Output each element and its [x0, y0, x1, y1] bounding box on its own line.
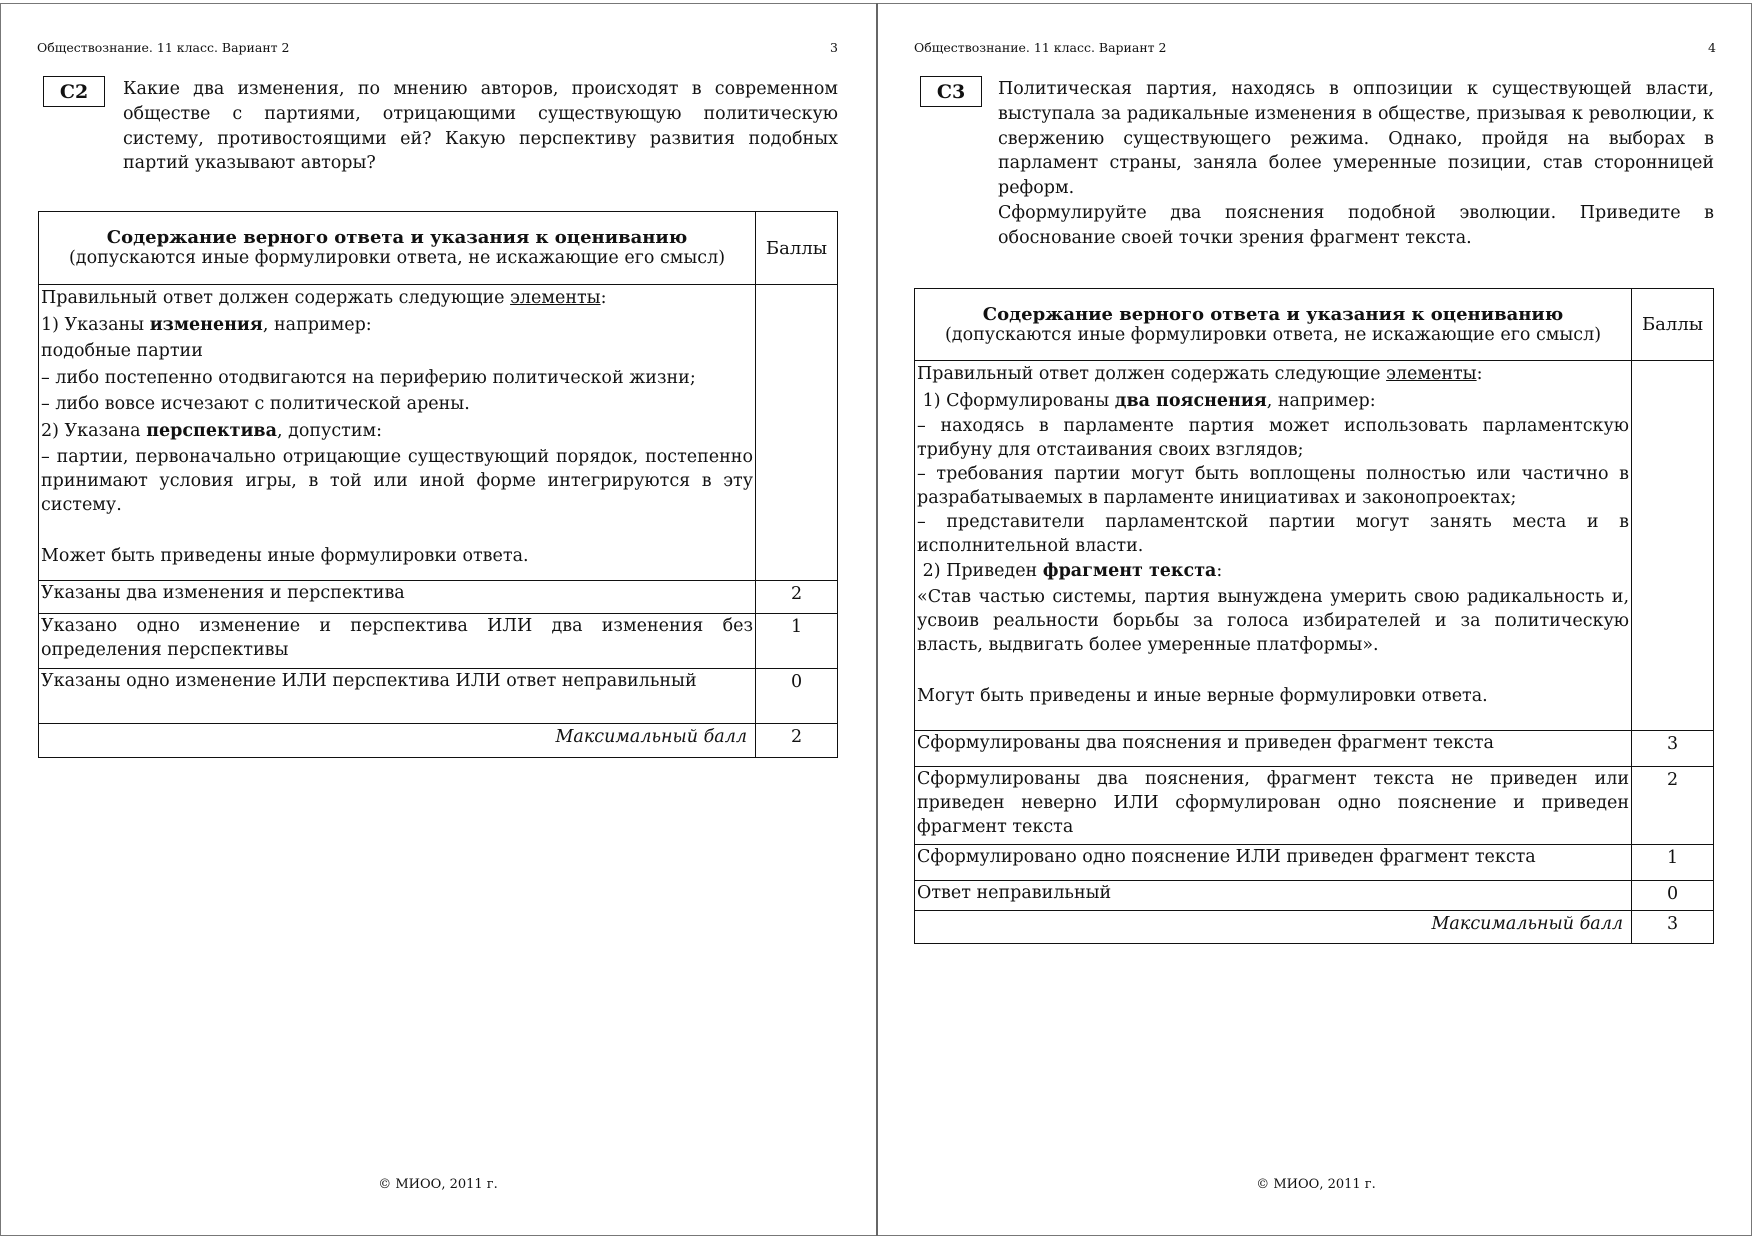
max-score-label: Максимальный балл	[915, 911, 1632, 944]
item-1	[917, 388, 1629, 415]
text: фрагмент текста	[1042, 561, 1217, 582]
score-header: Баллы	[1632, 289, 1714, 361]
list-item: подобные партии	[41, 341, 203, 362]
page-number: 3	[830, 40, 838, 55]
table-header-row	[915, 289, 1714, 361]
score: 0	[1632, 881, 1714, 911]
text: изменения	[149, 314, 263, 335]
item-2	[917, 558, 1629, 585]
page-4	[878, 0, 1754, 1239]
list-item: – представители парламентской партии могут занять места и в исполнительной власти.	[917, 512, 1630, 557]
note: Могут быть приведены и иные верные формулировки ответа.	[917, 685, 1488, 706]
intro-line	[917, 361, 1629, 388]
text: элементы	[510, 288, 601, 308]
text: 2) Указана	[41, 420, 147, 441]
score: 0	[756, 669, 838, 724]
question-label: C3	[920, 76, 982, 107]
copyright-footer: © МИОО, 2011 г.	[1256, 1177, 1376, 1192]
list-item: – находясь в парламенте партия может использовать парламентскую трибуну для отстаивания своих взглядов;	[917, 416, 1630, 461]
text: , допустим:	[276, 420, 382, 441]
text: перспектива	[146, 420, 277, 441]
table-row	[915, 881, 1714, 911]
table-row	[39, 581, 838, 614]
text: Правильный ответ должен содержать следующие	[41, 288, 511, 308]
criterion: Сформулированы два пояснения, фрагмент текста не приведен или приведен неверно ИЛИ сформулирован одно пояснение и приведен фрагмент текста	[915, 767, 1632, 845]
answer-content	[39, 285, 756, 581]
question-paragraph: Политическая партия, находясь в оппозиции к существующей власти, выступала за радикальные изменения в обществе, призывая к революции, к свержению существующего режима. Однако, пройдя на выборах в парламент страны, заняла более умеренные позиции, став сторонницей реформ.	[998, 79, 1714, 199]
empty-score-cell	[756, 285, 838, 581]
criterion: Указано одно изменение и перспектива ИЛИ два изменения без определения перспективы	[39, 614, 756, 669]
criterion: Сформулировано одно пояснение ИЛИ приведен фрагмент текста	[915, 845, 1632, 881]
criterion: Ответ неправильный	[915, 881, 1632, 911]
text: два пояснения	[1114, 390, 1267, 411]
max-score-value: 3	[1632, 911, 1714, 944]
running-header: Обществознание. 11 класс. Вариант 2	[37, 40, 290, 55]
question-label: C2	[43, 76, 105, 107]
list-item: – партии, первоначально отрицающие существующий порядок, постепенно принимают условия игры, в той или иной форме интегрируются в эту систему.	[41, 446, 754, 515]
table-header-row	[39, 212, 838, 285]
criterion: Указаны два изменения и перспектива	[39, 581, 756, 614]
text: 2) Приведен	[917, 561, 1043, 582]
table-row	[39, 669, 838, 724]
table-row	[39, 285, 838, 581]
text: :	[600, 288, 607, 308]
page-number: 4	[1708, 40, 1716, 55]
note: Может быть приведены иные формулировки ответа.	[41, 545, 529, 566]
text: элементы	[1386, 364, 1477, 384]
answer-key-table	[38, 211, 838, 758]
header-sub: (допускаются иные формулировки ответа, не искажающие его смысл)	[944, 324, 1602, 345]
table-row	[915, 845, 1714, 881]
text: , например:	[262, 314, 372, 335]
page-3	[0, 0, 876, 1239]
score: 2	[756, 581, 838, 614]
table-row	[39, 614, 838, 669]
question-task: Сформулируйте два пояснения подобной эволюции. Приведите в обоснование своей точки зрения фрагмент текста.	[998, 202, 1714, 248]
item-1	[41, 312, 753, 339]
max-score-row	[915, 911, 1714, 944]
empty-score-cell	[1632, 361, 1714, 731]
score: 1	[756, 614, 838, 669]
header-main: Содержание верного ответа и указания к оцениванию	[106, 227, 688, 248]
criterion: Указаны одно изменение ИЛИ перспектива ИЛИ ответ неправильный	[39, 669, 756, 724]
max-score-value: 2	[756, 724, 838, 758]
answer-content	[915, 361, 1632, 731]
text: :	[1476, 364, 1483, 384]
content-header	[39, 212, 756, 285]
list-item: – требования партии могут быть воплощены полностью или частично в разрабатываемых в парламенте инициативах и законопроектах;	[917, 464, 1630, 509]
text: Правильный ответ должен содержать следующие	[917, 364, 1387, 384]
header-main: Содержание верного ответа и указания к оцениванию	[982, 303, 1564, 325]
score-header: Баллы	[756, 212, 838, 285]
text: :	[1216, 561, 1223, 582]
list-item: – либо постепенно отодвигаются на периферию политической жизни;	[41, 367, 696, 388]
intro-line	[41, 285, 753, 312]
score: 2	[1632, 767, 1714, 845]
header-sub: (допускаются иные формулировки ответа, не искажающие его смысл)	[68, 248, 726, 268]
question-text	[123, 77, 838, 176]
max-score-label: Максимальный балл	[39, 724, 756, 758]
table-row	[915, 731, 1714, 767]
question-paragraph: Какие два изменения, по мнению авторов, происходят в современном обществе с партиями, отрицающими существующую политическую систему, противостоящими ей? Какую перспективу развития подобных партий указывают авторы?	[123, 79, 838, 174]
score: 3	[1632, 731, 1714, 767]
criterion: Сформулированы два пояснения и приведен фрагмент текста	[915, 731, 1632, 767]
text: 1) Сформулированы	[917, 390, 1115, 411]
question-text	[998, 77, 1714, 251]
table-row	[915, 361, 1714, 731]
max-score-row	[39, 724, 838, 758]
list-item: – либо вовсе исчезают с политической арены.	[41, 394, 470, 415]
copyright-footer: © МИОО, 2011 г.	[378, 1177, 498, 1192]
score: 1	[1632, 845, 1714, 881]
answer-key-table	[914, 288, 1714, 944]
running-header: Обществознание. 11 класс. Вариант 2	[914, 40, 1167, 55]
quote: «Став частью системы, партия вынуждена умерить свою радикальность и, усвоив реальности борьбы за голоса избирателей и за политическую власть, выдвигать более умеренные платформы».	[917, 586, 1630, 655]
item-2	[41, 418, 753, 445]
text: , например:	[1266, 390, 1376, 411]
table-row	[915, 767, 1714, 845]
text: 1) Указаны	[41, 314, 150, 335]
content-header	[915, 289, 1632, 361]
